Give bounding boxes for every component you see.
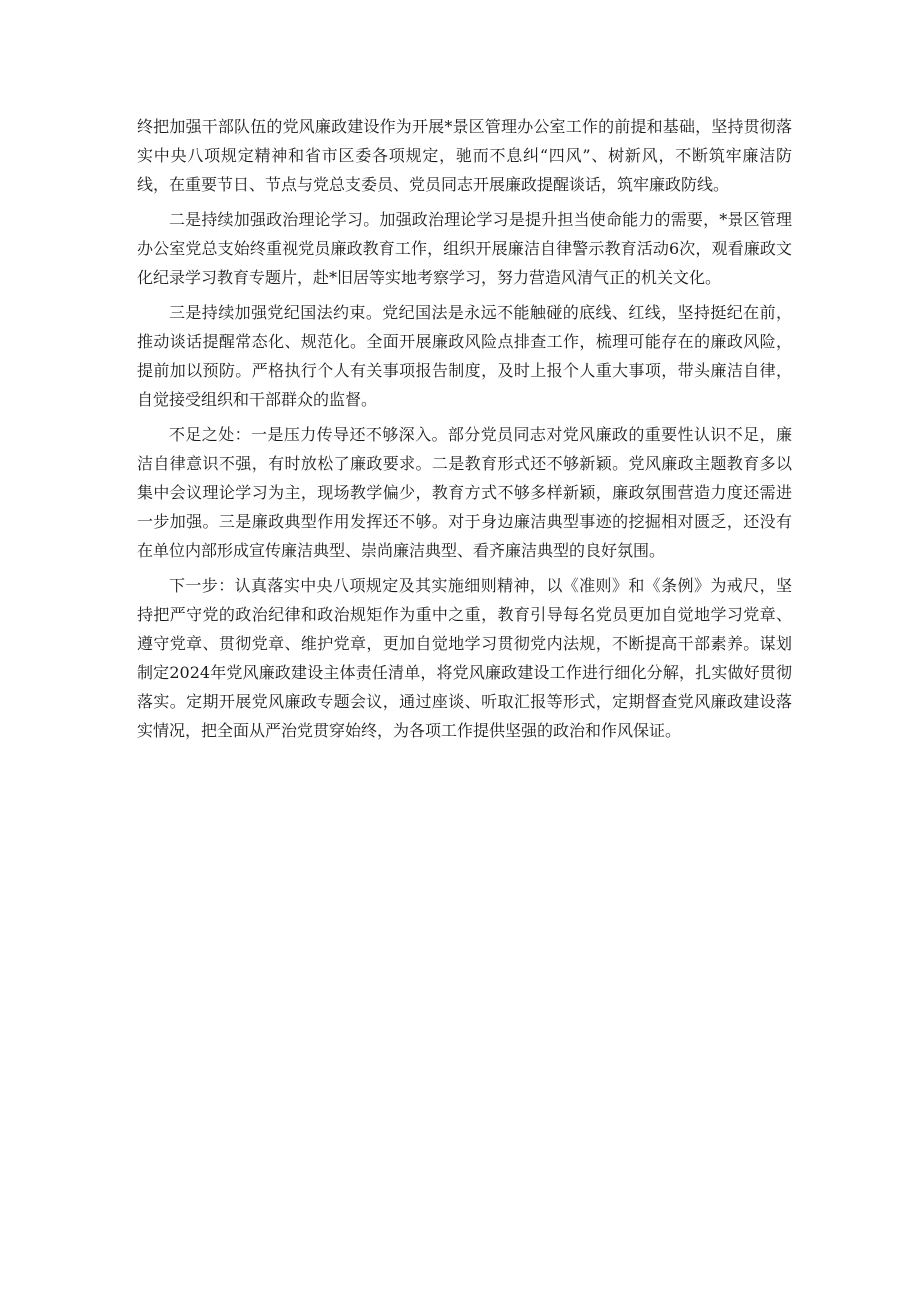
paragraph-party-discipline: 三是持续加强党纪国法约束。党纪国法是永远不能触碰的底线、红线，坚持挺纪在前，推动谈话提醒常态化、规范化。全面开展廉政风险点排查工作，梳理可能存在的廉政风险，提前加以预防。严格执行个人有关事项报告制度，及时上报个人重大事项，带头廉洁自律，自觉接受组织和干部群众的监督。: [137, 303, 792, 409]
document-body: [137, 112, 792, 751]
paragraph-next-steps: 下一步：认真落实中央八项规定及其实施细则精神，以《准则》和《条例》为戒尺，坚持把严守党的政治纪律和政治规矩作为重中之重，教育引导每名党员更加自觉地学习党章、遵守党章、贯彻党章、维护党章，更加自觉地学习贯彻党内法规，不断提高干部素养。谋划制定2024年党风廉政建设主体责任清单，将党风廉政建设工作进行细化分解，扎实做好贯彻落实。定期开展党风廉政专题会议，通过座谈、听取汇报等形式，定期督查党风廉政建设落实情况，把全面从严治党贯穿始终，为各项工作提供坚强的政治和作风保证。: [137, 576, 792, 740]
paragraph-continuation: 终把加强干部队伍的党风廉政建设作为开展*景区管理办公室工作的前提和基础，坚持贯彻落实中央八项规定精神和省市区委各项规定，驰而不息纠“四风”、树新风，不断筑牢廉洁防线，在重要节日、节点与党总支委员、党员同志开展廉政提醒谈话，筑牢廉政防线。: [137, 117, 792, 194]
paragraph-political-theory: 二是持续加强政治理论学习。加强政治理论学习是提升担当使命能力的需要，*景区管理办公室党总支始终重视党员廉政教育工作，组织开展廉洁自律警示教育活动6次，观看廉政文化纪录学习教育专题片，赴*旧居等实地考察学习，努力营造风清气正的机关文化。: [137, 210, 792, 287]
paragraph-shortcomings: 不足之处：一是压力传导还不够深入。部分党员同志对党风廉政的重要性认识不足，廉洁自律意识不强，有时放松了廉政要求。二是教育形式还不够新颖。党风廉政主题教育多以集中会议理论学习为主，现场教学偏少，教育方式不够多样新颖，廉政氛围营造力度还需进一步加强。三是廉政典型作用发挥还不够。对于身边廉洁典型事迹的挖掘相对匮乏，还没有在单位内部形成宣传廉洁典型、崇尚廉洁典型、看齐廉洁典型的良好氛围。: [137, 425, 792, 560]
